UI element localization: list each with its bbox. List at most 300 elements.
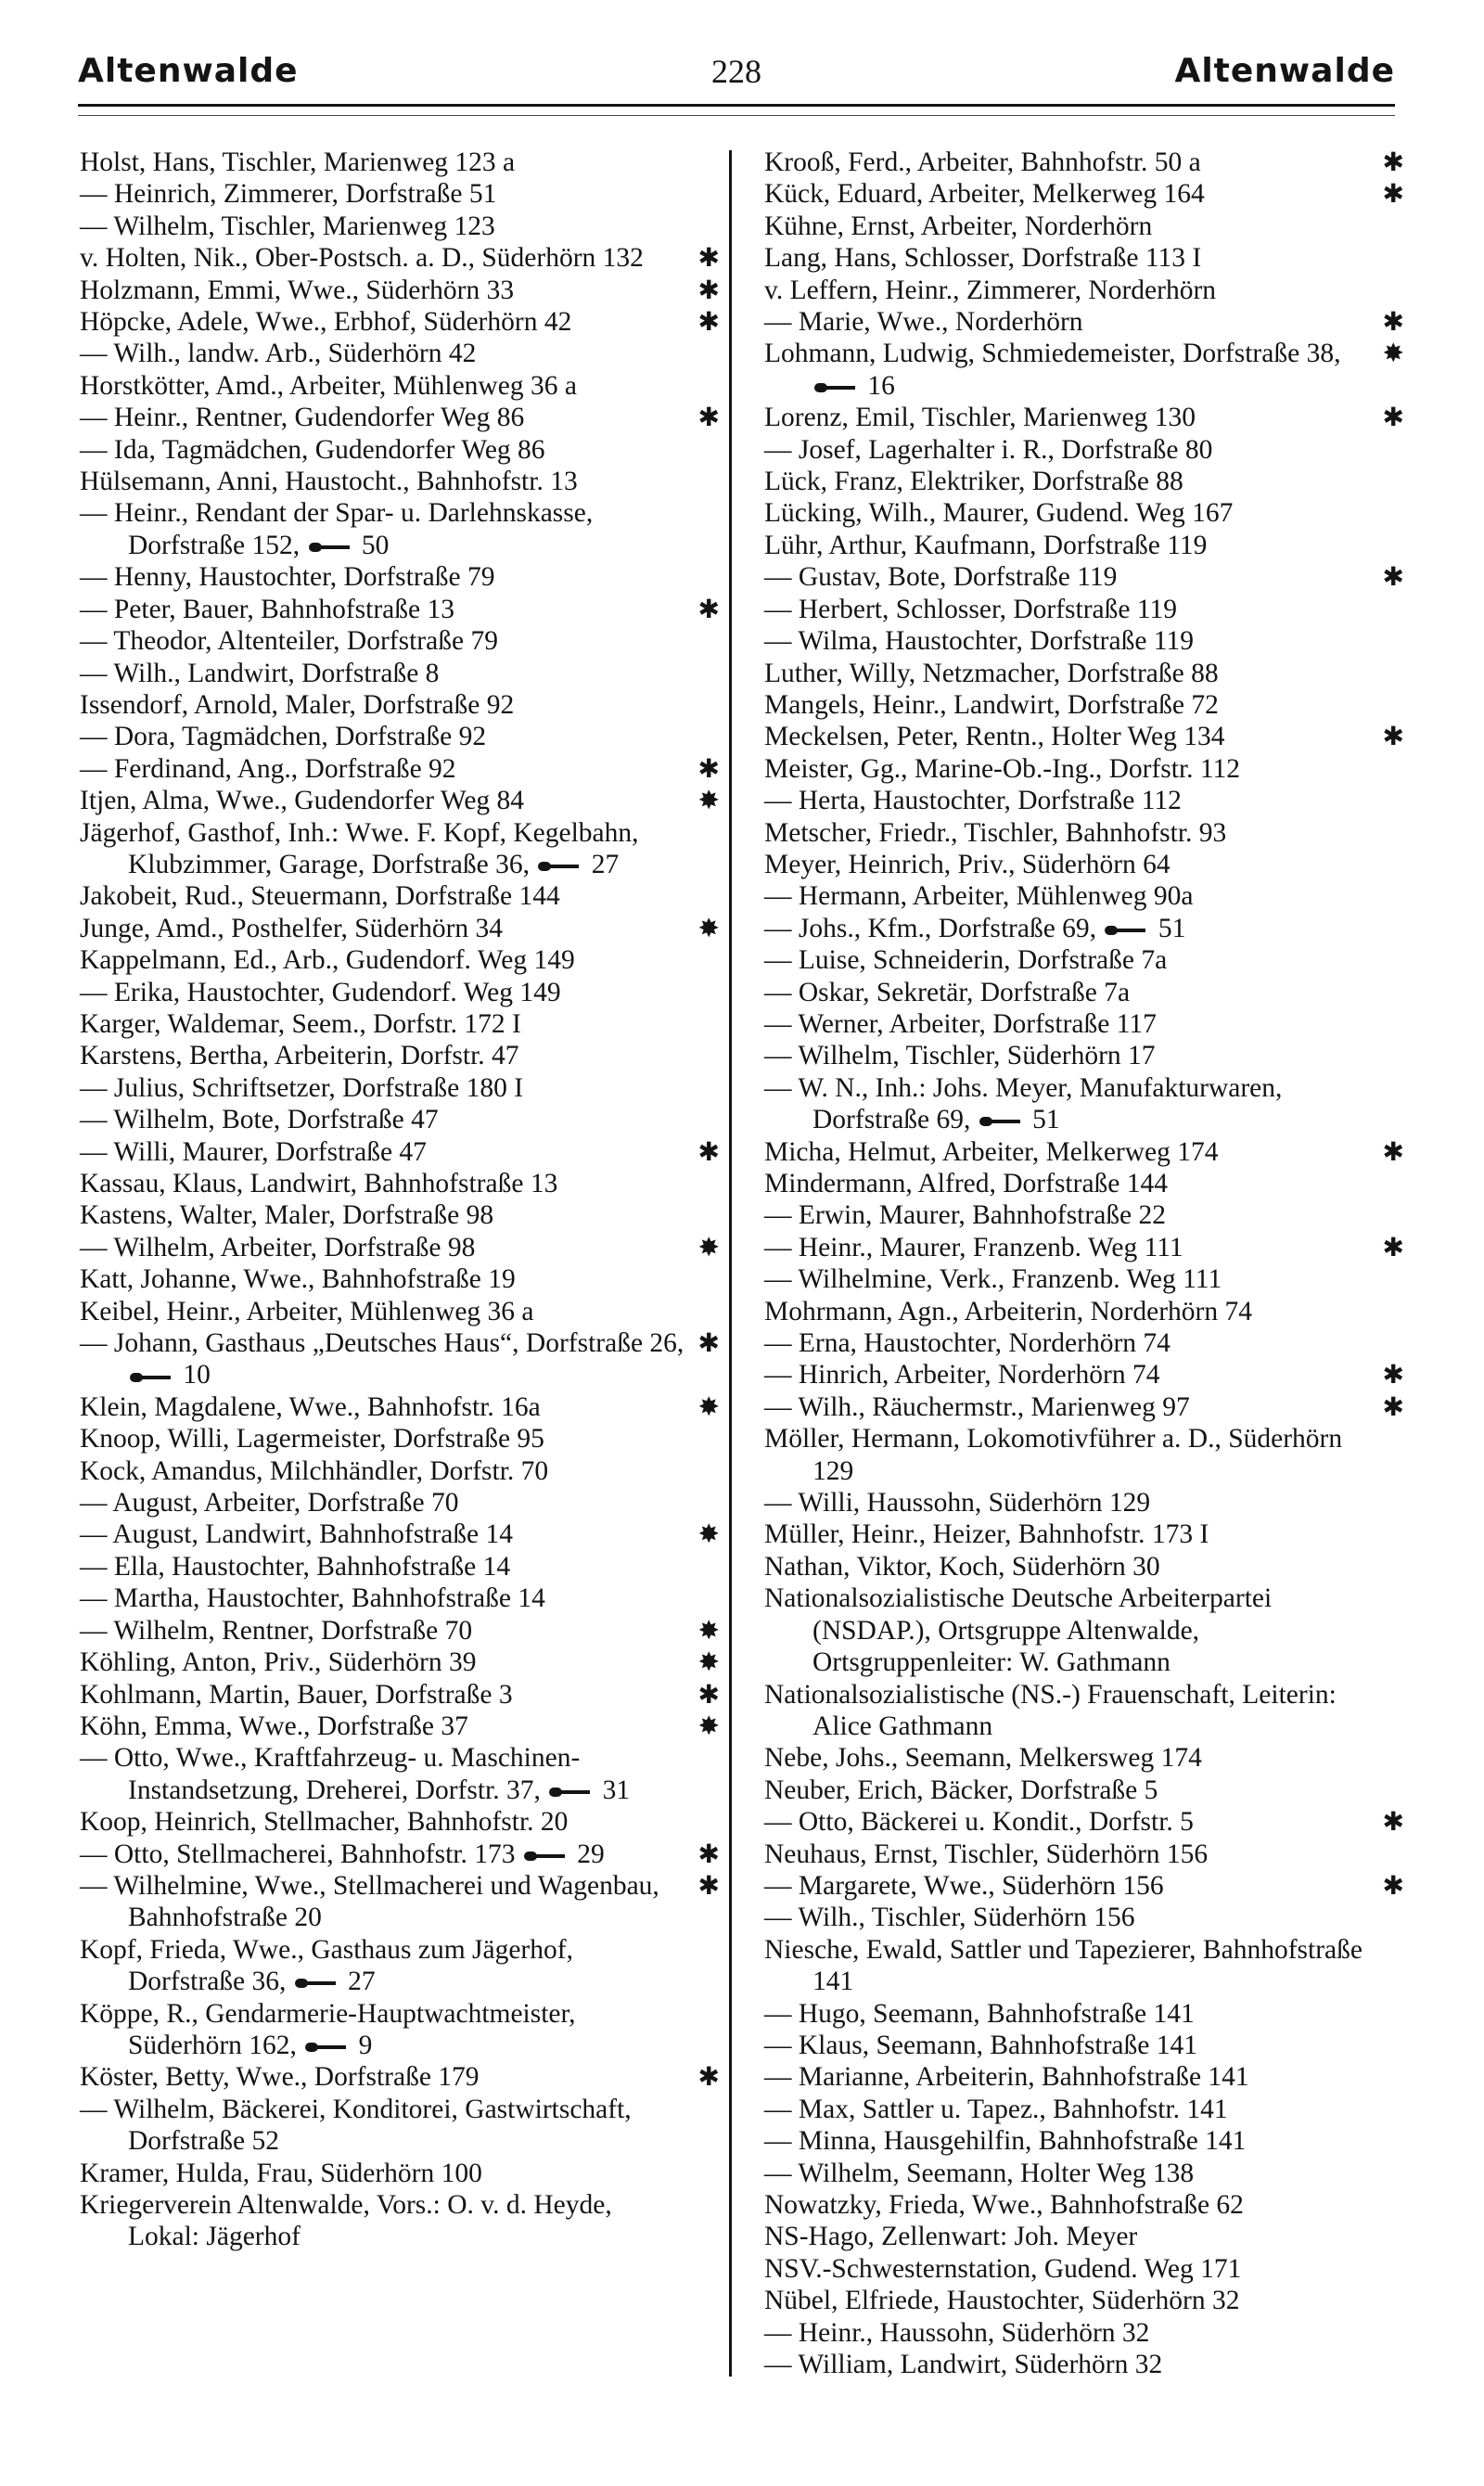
directory-entry bbox=[764, 625, 1404, 657]
entry-text: Nübel, Elfriede, Haustochter, Süderhörn 32 bbox=[764, 2286, 1240, 2316]
radio-subscriber-mark: ✸ bbox=[697, 1647, 720, 1678]
radio-subscriber-mark: ✱ bbox=[1382, 306, 1404, 338]
entry-text: Köhling, Anton, Priv., Süderhörn 39 bbox=[80, 1647, 477, 1678]
entry-text: — Theodor, Altenteiler, Dorfstraße 79 bbox=[80, 626, 498, 657]
entry-text: Meckelsen, Peter, Rentn., Holter Weg 134 bbox=[764, 722, 1225, 752]
telephone-key-icon bbox=[814, 381, 859, 394]
page-header bbox=[78, 52, 1395, 108]
directory-entry bbox=[764, 434, 1404, 466]
radio-subscriber-mark: ✸ bbox=[697, 1614, 720, 1646]
entry-text: Nowatzky, Frieda, Wwe., Bahnhofstraße 62 bbox=[764, 2190, 1244, 2220]
directory-entry bbox=[764, 1296, 1404, 1327]
entry-text: Junge, Amd., Posthelfer, Süderhörn 34 bbox=[80, 913, 504, 943]
radio-subscriber-mark: ✱ bbox=[1382, 1869, 1404, 1901]
directory-entry bbox=[764, 497, 1404, 529]
directory-entry bbox=[80, 211, 720, 242]
directory-entry bbox=[80, 753, 720, 785]
entry-text: — Herta, Haustochter, Dorfstraße 112 bbox=[764, 786, 1182, 816]
entry-text: Müller, Heinr., Heizer, Bahnhofstr. 173 I bbox=[764, 1519, 1209, 1550]
entry-text: Meister, Gg., Marine-Ob.-Ing., Dorfstr. 112 bbox=[764, 753, 1241, 784]
radio-subscriber-mark: ✱ bbox=[697, 1327, 720, 1359]
entry-text: Köppe, R., Gendarmerie-Hauptwachtmeister, Süderhörn 162, bbox=[80, 1998, 576, 2060]
directory-entry bbox=[764, 817, 1404, 849]
entry-text: — Henny, Haustochter, Dorfstraße 79 bbox=[80, 562, 495, 593]
entry-text: — Herbert, Schlosser, Dorfstraße 119 bbox=[764, 594, 1178, 624]
radio-subscriber-mark: ✱ bbox=[697, 274, 720, 305]
entry-text: Kück, Eduard, Arbeiter, Melkerweg 164 bbox=[764, 179, 1205, 210]
directory-entry bbox=[764, 944, 1404, 976]
entry-text: Lück, Franz, Elektriker, Dorfstraße 88 bbox=[764, 467, 1183, 497]
radio-subscriber-mark: ✸ bbox=[1382, 338, 1404, 369]
entry-text: — Erika, Haustochter, Gudendorf. Weg 149 bbox=[80, 977, 561, 1007]
entry-text: Krooß, Ferd., Arbeiter, Bahnhofstr. 50 a bbox=[764, 147, 1201, 177]
entry-text: Mangels, Heinr., Landwirt, Dorfstraße 72 bbox=[764, 689, 1219, 720]
entry-text: — Wilhelm, Tischler, Süderhörn 17 bbox=[764, 1041, 1156, 1071]
entry-text: — Ferdinand, Ang., Dorfstraße 92 bbox=[80, 753, 456, 784]
directory-entry bbox=[80, 275, 720, 306]
directory-entry bbox=[80, 561, 720, 593]
directory-entry bbox=[764, 689, 1404, 721]
entry-text: — Heinrich, Zimmerer, Dorfstraße 51 bbox=[80, 179, 497, 210]
radio-subscriber-mark: ✱ bbox=[1382, 147, 1404, 177]
entry-text: — Otto, Stellmacherei, Bahnhofstr. 173 bbox=[80, 1839, 516, 1869]
entry-text: — Werner, Arbeiter, Dorfstraße 117 bbox=[764, 1008, 1157, 1039]
entry-text: Itjen, Alma, Wwe., Gudendorfer Weg 84 bbox=[80, 786, 525, 816]
entry-text: — Marianne, Arbeiterin, Bahnhofstraße 141 bbox=[764, 2062, 1249, 2093]
radio-subscriber-mark: ✱ bbox=[1382, 178, 1404, 210]
telephone-key-icon bbox=[130, 1371, 174, 1384]
phone-number: 50 bbox=[361, 530, 390, 560]
entry-text: — Minna, Hausgehilfin, Bahnhofstraße 141 bbox=[764, 2126, 1247, 2157]
running-head-right: Altenwalde bbox=[1174, 52, 1395, 90]
entry-text: — Willi, Maurer, Dorfstraße 47 bbox=[80, 1136, 427, 1167]
entry-text: — August, Arbeiter, Dorfstraße 70 bbox=[80, 1488, 459, 1519]
directory-entry bbox=[80, 1679, 720, 1711]
entry-text: — Wilh., Tischler, Süderhörn 156 bbox=[764, 1903, 1135, 1933]
radio-subscriber-mark: ✸ bbox=[697, 785, 720, 816]
radio-subscriber-mark: ✱ bbox=[1382, 1135, 1404, 1167]
entry-text: Lücking, Wilh., Maurer, Gudend. Weg 167 bbox=[764, 498, 1234, 529]
directory-entry bbox=[80, 242, 720, 274]
entry-text: Nationalsozialistische (NS.-) Frauenschaft, Leiterin: Alice Gathmann bbox=[764, 1679, 1337, 1741]
entry-text: Kohlmann, Martin, Bauer, Dorfstraße 3 bbox=[80, 1679, 513, 1710]
directory-entry bbox=[80, 1711, 720, 1742]
entry-text: Neuhaus, Ernst, Tischler, Süderhörn 156 bbox=[764, 1839, 1209, 1869]
directory-entry bbox=[80, 370, 720, 402]
directory-entry bbox=[764, 1359, 1404, 1390]
directory-entry bbox=[80, 1487, 720, 1519]
entry-text: Meyer, Heinrich, Priv., Süderhörn 64 bbox=[764, 849, 1171, 879]
entry-text: Kühne, Ernst, Arbeiter, Norderhörn bbox=[764, 211, 1153, 241]
directory-entry bbox=[764, 1040, 1404, 1071]
directory-entry bbox=[764, 1775, 1404, 1806]
page-number: 228 bbox=[711, 53, 761, 90]
radio-subscriber-mark: ✱ bbox=[697, 1869, 720, 1901]
entry-text: — Erwin, Maurer, Bahnhofstraße 22 bbox=[764, 1200, 1167, 1231]
directory-entry bbox=[80, 913, 720, 944]
telephone-key-icon bbox=[524, 1850, 569, 1863]
entry-text: — Otto, Wwe., Kraftfahrzeug- u. Maschinen-Instandsetzung, Dreherei, Dorfstr. 37, bbox=[80, 1743, 581, 1805]
entry-text: — Wilh., landw. Arb., Süderhörn 42 bbox=[80, 339, 477, 369]
entry-text: Mohrmann, Agn., Arbeiterin, Norderhörn 74 bbox=[764, 1296, 1252, 1326]
radio-subscriber-mark: ✱ bbox=[697, 242, 720, 274]
directory-entry bbox=[764, 275, 1404, 306]
entry-text: Klein, Magdalene, Wwe., Bahnhofstr. 16a bbox=[80, 1391, 541, 1422]
directory-entry bbox=[764, 2061, 1404, 2093]
telephone-key-icon bbox=[309, 541, 353, 554]
directory-entry bbox=[764, 1742, 1404, 1774]
entry-text: Keibel, Heinr., Arbeiter, Mühlenweg 36 a bbox=[80, 1296, 534, 1326]
directory-entry bbox=[80, 1551, 720, 1583]
phone-number: 27 bbox=[348, 1967, 376, 1997]
directory-entry bbox=[764, 2317, 1404, 2349]
telephone-key-icon bbox=[979, 1115, 1024, 1128]
entry-text: — Peter, Bauer, Bahnhofstraße 13 bbox=[80, 594, 454, 624]
phone-number: 10 bbox=[183, 1360, 211, 1390]
directory-entry bbox=[764, 1327, 1404, 1359]
phone-number: 51 bbox=[1032, 1105, 1060, 1135]
entry-text: Kock, Amandus, Milchhändler, Dorfstr. 70 bbox=[80, 1455, 549, 1486]
entry-text: NSV.-Schwesternstation, Gudend. Weg 171 bbox=[764, 2253, 1242, 2284]
directory-entry bbox=[80, 1072, 720, 1104]
entry-text: — Otto, Bäckerei u. Kondit., Dorfstr. 5 bbox=[764, 1807, 1194, 1838]
entry-text: — Martha, Haustochter, Bahnhofstraße 14 bbox=[80, 1583, 545, 1614]
directory-entry bbox=[80, 1296, 720, 1327]
radio-subscriber-mark: ✱ bbox=[697, 752, 720, 784]
directory-entry bbox=[80, 689, 720, 721]
entry-text: v. Holten, Nik., Ober-Postsch. a. D., Süderhörn 132 bbox=[80, 243, 644, 274]
directory-entry bbox=[764, 2189, 1404, 2221]
directory-entry bbox=[764, 1232, 1404, 1263]
directory-entry bbox=[80, 1104, 720, 1135]
directory-entry bbox=[764, 147, 1404, 178]
directory-entry bbox=[764, 1423, 1404, 1487]
entry-text: Issendorf, Arnold, Maler, Dorfstraße 92 bbox=[80, 689, 515, 720]
entry-text: Lohmann, Ludwig, Schmiedemeister, Dorfstraße 38, bbox=[764, 339, 1341, 369]
directory-entry bbox=[80, 466, 720, 497]
directory-entry bbox=[764, 594, 1404, 625]
column-divider bbox=[729, 150, 732, 2377]
radio-subscriber-mark: ✸ bbox=[697, 912, 720, 943]
entry-text: Karstens, Bertha, Arbeiterin, Dorfstr. 47 bbox=[80, 1041, 519, 1071]
entry-text: Holzmann, Emmi, Wwe., Süderhörn 33 bbox=[80, 275, 515, 305]
directory-entry bbox=[764, 338, 1404, 402]
radio-subscriber-mark: ✱ bbox=[697, 593, 720, 624]
directory-entry bbox=[764, 2285, 1404, 2316]
entry-text: Lorenz, Emil, Tischler, Marienweg 130 bbox=[764, 403, 1196, 433]
directory-entry bbox=[764, 753, 1404, 785]
directory-entry bbox=[764, 1806, 1404, 1838]
directory-entry bbox=[764, 1998, 1404, 2030]
directory-entry bbox=[764, 1679, 1404, 1743]
directory-entry bbox=[80, 2094, 720, 2158]
phone-number: 51 bbox=[1158, 913, 1186, 943]
directory-entry bbox=[80, 1998, 720, 2062]
entry-text: Horstkötter, Amd., Arbeiter, Mühlenweg 36 a bbox=[80, 370, 577, 401]
directory-entry bbox=[764, 178, 1404, 210]
telephone-key-icon bbox=[549, 1786, 594, 1799]
entry-text: — Erna, Haustochter, Norderhörn 74 bbox=[764, 1328, 1171, 1359]
directory-entry bbox=[764, 1199, 1404, 1231]
entry-text: Metscher, Friedr., Tischler, Bahnhofstr. 93 bbox=[764, 817, 1227, 848]
radio-subscriber-mark: ✱ bbox=[1382, 1806, 1404, 1838]
entry-text: Nebe, Johs., Seemann, Melkersweg 174 bbox=[764, 1743, 1202, 1774]
entry-text: Mindermann, Alfred, Dorfstraße 144 bbox=[764, 1169, 1169, 1198]
directory-entry bbox=[764, 1839, 1404, 1870]
telephone-key-icon bbox=[538, 860, 582, 873]
entry-text: Möller, Hermann, Lokomotivführer a. D., Süderhörn 129 bbox=[764, 1424, 1343, 1486]
directory-entry bbox=[80, 306, 720, 338]
entry-text: Kappelmann, Ed., Arb., Gudendorf. Weg 149 bbox=[80, 945, 575, 976]
entry-text: — Wilh., Räuchermstr., Marienweg 97 bbox=[764, 1391, 1190, 1422]
directory-entry bbox=[80, 658, 720, 689]
directory-entry bbox=[764, 1519, 1404, 1550]
entry-text: Lang, Hans, Schlosser, Dorfstraße 113 I bbox=[764, 243, 1202, 274]
directory-entry bbox=[80, 1647, 720, 1678]
header-rule bbox=[78, 104, 1395, 107]
directory-entry bbox=[80, 1839, 720, 1870]
directory-entry bbox=[80, 944, 720, 976]
directory-entry bbox=[764, 1072, 1404, 1136]
entry-text: Niesche, Ewald, Sattler und Tapezierer, Bahnhofstraße 141 bbox=[764, 1934, 1362, 1997]
directory-entry bbox=[764, 530, 1404, 561]
telephone-key-icon bbox=[1105, 924, 1149, 937]
directory-entry bbox=[80, 178, 720, 210]
entry-text: — Heinr., Rendant der Spar- u. Darlehnskasse, Dorfstraße 152, bbox=[80, 498, 594, 560]
entry-text: Koop, Heinrich, Stellmacher, Bahnhofstr. 20 bbox=[80, 1807, 569, 1838]
directory-entry bbox=[764, 1902, 1404, 1933]
radio-subscriber-mark: ✱ bbox=[1382, 721, 1404, 752]
directory-entry bbox=[80, 1455, 720, 1487]
directory-entry bbox=[80, 434, 720, 466]
entry-text: — Wilhelmine, Wwe., Stellmacherei und Wagenbau, Bahnhofstraße 20 bbox=[80, 1870, 659, 1933]
directory-entry bbox=[80, 1232, 720, 1263]
directory-entry bbox=[80, 1136, 720, 1168]
entry-text: — Wilhelm, Tischler, Marienweg 123 bbox=[80, 211, 495, 241]
header-rule-thin bbox=[78, 115, 1395, 116]
radio-subscriber-mark: ✱ bbox=[697, 1135, 720, 1167]
entry-text: Hülsemann, Anni, Haustocht., Bahnhofstr. 13 bbox=[80, 467, 578, 497]
entry-text: — Hugo, Seemann, Bahnhofstraße 141 bbox=[764, 1998, 1195, 2029]
directory-entry bbox=[764, 211, 1404, 242]
directory-entry bbox=[80, 1391, 720, 1423]
directory-entry bbox=[764, 1487, 1404, 1519]
directory-entry bbox=[764, 402, 1404, 433]
directory-entry bbox=[80, 1327, 720, 1391]
entry-text: Köster, Betty, Wwe., Dorfstraße 179 bbox=[80, 2062, 480, 2093]
directory-entry bbox=[80, 1583, 720, 1614]
directory-entry bbox=[764, 1168, 1404, 1199]
directory-entry bbox=[80, 1806, 720, 1838]
directory-entry bbox=[764, 721, 1404, 752]
directory-entry bbox=[80, 977, 720, 1008]
directory-entry bbox=[764, 913, 1404, 944]
entry-text: Lühr, Arthur, Kaufmann, Dorfstraße 119 bbox=[764, 530, 1208, 560]
entry-text: — Margarete, Wwe., Süderhörn 156 bbox=[764, 1870, 1164, 1901]
directory-entry bbox=[764, 242, 1404, 274]
entry-text: Holst, Hans, Tischler, Marienweg 123 a bbox=[80, 147, 516, 177]
entry-text: — Heinr., Rentner, Gudendorfer Weg 86 bbox=[80, 403, 525, 433]
entry-text: NS-Hago, Zellenwart: Joh. Meyer bbox=[764, 2222, 1138, 2252]
directory-entry bbox=[764, 880, 1404, 912]
right-column bbox=[764, 147, 1404, 2380]
directory-entry bbox=[764, 306, 1404, 338]
entry-text: — August, Landwirt, Bahnhofstraße 14 bbox=[80, 1519, 514, 1550]
directory-entry bbox=[764, 2349, 1404, 2380]
entry-text: — Luise, Schneiderin, Dorfstraße 7a bbox=[764, 945, 1168, 976]
entry-text: — Wilhelm, Arbeiter, Dorfstraße 98 bbox=[80, 1232, 476, 1262]
directory-entry bbox=[80, 1934, 720, 1998]
entry-text: — Johs., Kfm., Dorfstraße 69, bbox=[764, 913, 1097, 943]
entry-text: — Willi, Haussohn, Süderhörn 129 bbox=[764, 1488, 1151, 1519]
directory-entry bbox=[80, 1615, 720, 1647]
entry-text: Kramer, Hulda, Frau, Süderhörn 100 bbox=[80, 2158, 482, 2188]
entry-text: — W. N., Inh.: Johs. Meyer, Manufakturwaren, Dorfstraße 69, bbox=[764, 1072, 1283, 1135]
radio-subscriber-mark: ✱ bbox=[697, 1838, 720, 1869]
directory-entry bbox=[764, 1551, 1404, 1583]
entry-text: — Wilhelm, Rentner, Dorfstraße 70 bbox=[80, 1615, 473, 1646]
phone-number: 9 bbox=[358, 2030, 373, 2060]
directory-entry bbox=[80, 1870, 720, 1934]
entry-text: — William, Landwirt, Süderhörn 32 bbox=[764, 2350, 1163, 2380]
entry-text: — Gustav, Bote, Dorfstraße 119 bbox=[764, 562, 1118, 593]
phone-number: 16 bbox=[867, 370, 895, 401]
left-column bbox=[80, 147, 720, 2253]
directory-entry bbox=[764, 2125, 1404, 2157]
entry-text: — Hinrich, Arbeiter, Norderhörn 74 bbox=[764, 1360, 1160, 1390]
directory-entry bbox=[764, 2158, 1404, 2189]
directory-entry bbox=[764, 1583, 1404, 1678]
directory-entry bbox=[764, 2221, 1404, 2252]
entry-text: Micha, Helmut, Arbeiter, Melkerweg 174 bbox=[764, 1136, 1219, 1167]
directory-entry bbox=[80, 880, 720, 912]
entry-text: — Marie, Wwe., Norderhörn bbox=[764, 307, 1083, 338]
entry-text: — Klaus, Seemann, Bahnhofstraße 141 bbox=[764, 2030, 1197, 2060]
entry-text: — Max, Sattler u. Tapez., Bahnhofstr. 141 bbox=[764, 2094, 1228, 2124]
directory-entry bbox=[764, 2030, 1404, 2061]
radio-subscriber-mark: ✱ bbox=[1382, 402, 1404, 433]
directory-entry bbox=[80, 721, 720, 752]
entry-text: — Wilhelm, Seemann, Holter Weg 138 bbox=[764, 2158, 1195, 2188]
entry-text: — Heinr., Maurer, Franzenb. Weg 111 bbox=[764, 1232, 1183, 1262]
entry-text: Höpcke, Adele, Wwe., Erbhof, Süderhörn 42 bbox=[80, 307, 572, 338]
directory-entry bbox=[80, 1199, 720, 1231]
radio-subscriber-mark: ✱ bbox=[1382, 1359, 1404, 1390]
directory-entry bbox=[764, 1934, 1404, 1998]
entry-text: Kassau, Klaus, Landwirt, Bahnhofstraße 13 bbox=[80, 1169, 558, 1198]
directory-entry bbox=[80, 497, 720, 561]
directory-entry bbox=[764, 658, 1404, 689]
directory-entry bbox=[80, 2189, 720, 2253]
entry-text: — Dora, Tagmädchen, Dorfstraße 92 bbox=[80, 722, 487, 752]
entry-text: — Josef, Lagerhalter i. R., Dorfstraße 80 bbox=[764, 434, 1213, 465]
entry-text: Jägerhof, Gasthof, Inh.: Wwe. F. Kopf, Kegelbahn, Klubzimmer, Garage, Dorfstraße 36, bbox=[80, 817, 639, 879]
entry-text: Kastens, Walter, Maler, Dorfstraße 98 bbox=[80, 1200, 494, 1231]
entry-text: — Julius, Schriftsetzer, Dorfstraße 180 I bbox=[80, 1072, 524, 1103]
radio-subscriber-mark: ✸ bbox=[697, 1519, 720, 1550]
directory-entry bbox=[80, 402, 720, 433]
phone-number: 31 bbox=[602, 1775, 631, 1805]
directory-entry bbox=[764, 849, 1404, 880]
radio-subscriber-mark: ✸ bbox=[697, 1231, 720, 1262]
entry-text: — Wilhelm, Bäckerei, Konditorei, Gastwirtschaft, Dorfstraße 52 bbox=[80, 2094, 632, 2157]
radio-subscriber-mark: ✱ bbox=[697, 306, 720, 338]
directory-entry bbox=[80, 338, 720, 369]
entry-text: — Hermann, Arbeiter, Mühlenweg 90a bbox=[764, 881, 1194, 912]
entry-text: Nathan, Viktor, Koch, Süderhörn 30 bbox=[764, 1551, 1160, 1582]
entry-text: Katt, Johanne, Wwe., Bahnhofstraße 19 bbox=[80, 1264, 516, 1295]
directory-entry bbox=[80, 1742, 720, 1806]
directory-entry bbox=[764, 977, 1404, 1008]
directory-entry bbox=[80, 1263, 720, 1295]
directory-entry bbox=[764, 785, 1404, 816]
directory-entry bbox=[764, 2094, 1404, 2125]
directory-entry bbox=[764, 1008, 1404, 1040]
radio-subscriber-mark: ✱ bbox=[1382, 1231, 1404, 1262]
radio-subscriber-mark: ✸ bbox=[697, 1710, 720, 1741]
entry-text: — Wilma, Haustochter, Dorfstraße 119 bbox=[764, 626, 1194, 657]
directory-entry bbox=[80, 785, 720, 816]
directory-entry bbox=[80, 1519, 720, 1550]
radio-subscriber-mark: ✱ bbox=[697, 2061, 720, 2093]
radio-subscriber-mark: ✱ bbox=[1382, 1390, 1404, 1422]
directory-entry bbox=[80, 1040, 720, 1071]
entry-text: — Ida, Tagmädchen, Gudendorfer Weg 86 bbox=[80, 434, 545, 465]
entry-text: — Wilhelm, Bote, Dorfstraße 47 bbox=[80, 1105, 439, 1135]
directory-entry bbox=[80, 2061, 720, 2093]
directory-entry bbox=[764, 561, 1404, 593]
directory-entry bbox=[80, 147, 720, 178]
directory-entry bbox=[80, 817, 720, 881]
directory-entry bbox=[80, 1423, 720, 1454]
directory-entry bbox=[80, 625, 720, 657]
entry-text: Luther, Willy, Netzmacher, Dorfstraße 88 bbox=[764, 658, 1219, 688]
directory-entry bbox=[80, 1168, 720, 1199]
radio-subscriber-mark: ✸ bbox=[697, 1390, 720, 1422]
entry-text: Neuber, Erich, Bäcker, Dorfstraße 5 bbox=[764, 1775, 1158, 1805]
telephone-key-icon bbox=[295, 1977, 339, 1990]
radio-subscriber-mark: ✱ bbox=[1382, 561, 1404, 593]
directory-entry bbox=[764, 1263, 1404, 1295]
entry-text: v. Leffern, Heinr., Zimmerer, Norderhörn bbox=[764, 275, 1217, 305]
entry-text: Knoop, Willi, Lagermeister, Dorfstraße 95 bbox=[80, 1424, 544, 1454]
telephone-key-icon bbox=[305, 2041, 350, 2054]
directory-entry bbox=[764, 1870, 1404, 1902]
phone-number: 29 bbox=[577, 1839, 605, 1869]
phone-number: 27 bbox=[591, 849, 620, 879]
entry-text: — Wilhelmine, Verk., Franzenb. Weg 111 bbox=[764, 1264, 1222, 1295]
entry-text: — Oskar, Sekretär, Dorfstraße 7a bbox=[764, 977, 1131, 1007]
radio-subscriber-mark: ✱ bbox=[697, 402, 720, 433]
directory-entry bbox=[764, 2253, 1404, 2285]
directory-entry bbox=[80, 2158, 720, 2189]
directory-entry bbox=[764, 1391, 1404, 1423]
directory-entry bbox=[764, 1136, 1404, 1168]
entry-text: Nationalsozialistische Deutsche Arbeiterpartei (NSDAP.), Ortsgruppe Altenwalde, Ortsgruppenleiter: W. Gathmann bbox=[764, 1583, 1273, 1678]
entry-text: Kriegerverein Altenwalde, Vors.: O. v. d. Heyde, Lokal: Jägerhof bbox=[80, 2190, 612, 2252]
entry-text: — Ella, Haustochter, Bahnhofstraße 14 bbox=[80, 1551, 511, 1582]
directory-entry bbox=[764, 466, 1404, 497]
directory-entry bbox=[80, 1008, 720, 1040]
radio-subscriber-mark: ✱ bbox=[697, 1678, 720, 1710]
entry-text: Köhn, Emma, Wwe., Dorfstraße 37 bbox=[80, 1711, 468, 1741]
entry-text: — Johann, Gasthaus „Deutsches Haus“, Dorfstraße 26, bbox=[80, 1328, 684, 1359]
entry-text: Kopf, Frieda, Wwe., Gasthaus zum Jägerhof, Dorfstraße 36, bbox=[80, 1934, 573, 1997]
entry-text: — Heinr., Haussohn, Süderhörn 32 bbox=[764, 2317, 1150, 2348]
entry-text: — Wilh., Landwirt, Dorfstraße 8 bbox=[80, 658, 440, 688]
entry-text: Jakobeit, Rud., Steuermann, Dorfstraße 144 bbox=[80, 881, 560, 912]
directory-entry bbox=[80, 594, 720, 625]
